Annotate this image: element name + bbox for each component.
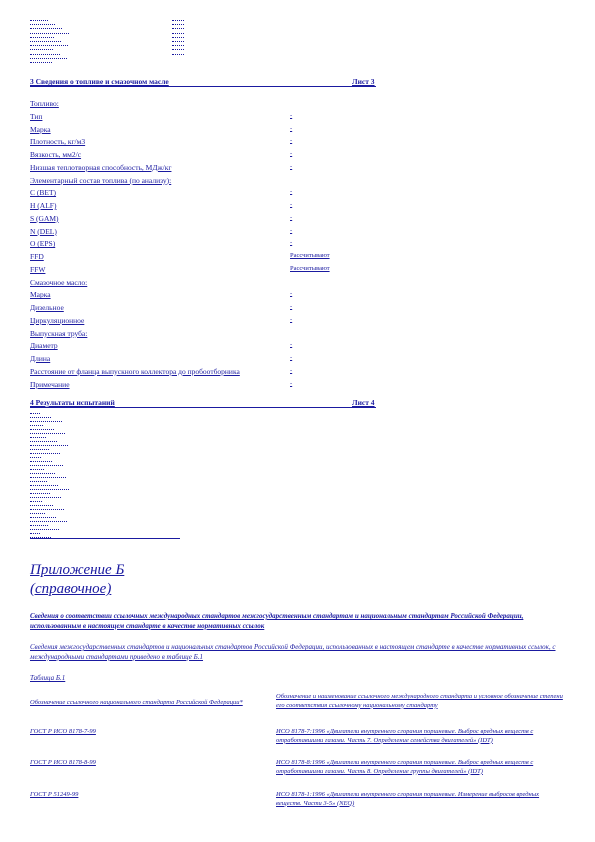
top-table-line bbox=[30, 54, 60, 55]
section3-row bbox=[30, 150, 410, 159]
section3-row bbox=[30, 239, 410, 248]
section3-row-value: - bbox=[290, 201, 293, 208]
top-table-mid-line bbox=[172, 24, 184, 25]
results-row-line bbox=[30, 529, 59, 530]
section3-row-label: FFD bbox=[30, 252, 44, 261]
section3-row-label: Н (ALF) bbox=[30, 201, 57, 210]
appendix-subtitle: (справочное) bbox=[30, 581, 112, 597]
section3-row-label: Марка bbox=[30, 124, 51, 134]
results-row-line bbox=[30, 433, 65, 434]
top-table-mid-line bbox=[172, 41, 184, 42]
section3-row bbox=[30, 303, 410, 312]
section3-row-label: Длина bbox=[30, 354, 51, 363]
results-row-line bbox=[30, 417, 51, 418]
section3-row-label: Смазочное масло: bbox=[30, 277, 88, 287]
section3-row-value: - bbox=[290, 303, 293, 310]
table-row-2-right: ИСО 8178-8:1996 «Двигатели внутреннего сгорания поршневые. Выброс вредных веществ с отработавшими газами. Часть 8. Определение группы двигателей» (IDT) bbox=[276, 759, 534, 775]
results-row-line bbox=[30, 453, 60, 454]
results-row-line bbox=[30, 425, 43, 426]
table-row-1-right: ИСО 8178-7:1996 «Двигатели внутреннего сгорания поршневые. Выброс вредных веществ с отработавшими газами. Часть 7. Определение семейства двигателей» (IDT) bbox=[276, 728, 534, 744]
top-table-line bbox=[30, 45, 68, 46]
top-table-mid-line bbox=[172, 54, 184, 55]
section3-row bbox=[30, 354, 410, 363]
section3-row-value: - bbox=[290, 290, 293, 298]
section3-row-label: O (EPS) bbox=[30, 239, 56, 249]
section3-row-label: Дизельное bbox=[30, 303, 64, 312]
appendix-heading: Сведения о соответствии ссылочных международных стандартов межгосударственным стандартам и национальным стандартам Российской Федерации, использованным в настоящем стандарте в качестве нормативных ссылок bbox=[30, 612, 524, 630]
section3-row-label: S (GAM) bbox=[30, 213, 59, 223]
section3-row-value: - bbox=[290, 239, 293, 247]
top-table-line bbox=[30, 58, 67, 59]
results-bottom-rule bbox=[30, 538, 180, 539]
appendix-title: Приложение Б bbox=[30, 562, 125, 578]
section3-row-value: - bbox=[290, 226, 293, 234]
results-row-line bbox=[30, 437, 46, 438]
top-table-mid-line bbox=[172, 37, 184, 38]
results-row-line bbox=[30, 517, 56, 518]
section3-row-value: - bbox=[290, 124, 293, 132]
section3-row-value: - bbox=[290, 150, 293, 157]
results-row-line bbox=[30, 493, 50, 494]
section3-title bbox=[30, 77, 169, 86]
top-table-mid-line bbox=[172, 49, 184, 50]
section3-row bbox=[30, 125, 410, 134]
section3-row-value: - bbox=[290, 188, 293, 196]
section3-row-label: Плотность, кг/м3 bbox=[30, 137, 86, 147]
results-row-line bbox=[30, 481, 47, 482]
section3-row bbox=[30, 380, 410, 389]
section3-row bbox=[30, 252, 410, 261]
section3-row-label: Диаметр bbox=[30, 341, 58, 351]
section3-row bbox=[30, 329, 410, 338]
results-row-line bbox=[30, 457, 41, 458]
section3-row bbox=[30, 163, 410, 172]
results-row-line bbox=[30, 449, 49, 450]
section3-row-value: - bbox=[290, 366, 293, 374]
top-table-line bbox=[30, 20, 48, 21]
top-table-line bbox=[30, 62, 52, 63]
section3-row bbox=[30, 316, 410, 325]
top-table-line bbox=[30, 49, 53, 50]
results-row-line bbox=[30, 501, 42, 502]
results-row-line bbox=[30, 525, 48, 526]
section3-row-value: Рассчитывают bbox=[290, 252, 330, 259]
top-table-mid-line bbox=[172, 20, 184, 21]
results-row-line bbox=[30, 497, 61, 498]
section3-row bbox=[30, 278, 410, 287]
section3-row bbox=[30, 188, 410, 197]
section3-row bbox=[30, 367, 410, 376]
section4-sheet: Лист 4 bbox=[352, 398, 375, 407]
section3-row-value: - bbox=[290, 162, 293, 170]
section3-row-label: Циркуляционное bbox=[30, 315, 85, 325]
results-row-line bbox=[30, 465, 63, 466]
section3-row-value: - bbox=[290, 341, 293, 349]
section3-row-label: Примечание bbox=[30, 379, 70, 389]
table-row-2-left: ГОСТ Р ИСО 8178-8-99 bbox=[30, 759, 96, 766]
section3-row-label: Вязкость, мм2/с bbox=[30, 150, 82, 159]
table-label: Таблица Б.1 bbox=[30, 674, 66, 682]
results-row-line bbox=[30, 461, 52, 462]
section3-row-label: N (DEL) bbox=[30, 226, 57, 236]
section4-rule bbox=[30, 407, 376, 408]
section3-row-label: Низшая теплотворная способность, МДж/кг bbox=[30, 162, 172, 172]
top-table-line bbox=[30, 41, 61, 42]
results-row-line bbox=[30, 505, 53, 506]
section3-sheet: Лист 3 bbox=[352, 77, 375, 86]
section3-row-label: Элементарный состав топлива (по анализу): bbox=[30, 175, 172, 185]
section3-row bbox=[30, 290, 410, 299]
top-table-line bbox=[30, 24, 55, 25]
table-row-1-left: ГОСТ Р ИСО 8178-7-99 bbox=[30, 728, 96, 735]
section3-row bbox=[30, 265, 410, 274]
table-row-3-right: ИСО 8178-1:1996 «Двигатели внутреннего сгорания поршневые. Измерение выбросов вредных веществ. Части 3-5» (NEQ) bbox=[276, 791, 540, 807]
section3-title-text: 3 Сведения о топливе и смазочном масле bbox=[30, 77, 169, 86]
results-row-line bbox=[30, 509, 64, 510]
section3-row bbox=[30, 99, 410, 108]
section3-row-label: FFW bbox=[30, 264, 46, 274]
results-row-line bbox=[30, 441, 57, 442]
results-row-line bbox=[30, 477, 66, 478]
results-row-line bbox=[30, 421, 62, 422]
section3-row bbox=[30, 201, 410, 210]
section3-row-label: Тип bbox=[30, 111, 43, 121]
results-row-line bbox=[30, 521, 67, 522]
section3-row bbox=[30, 137, 410, 146]
results-row-line bbox=[30, 473, 55, 474]
results-row-line bbox=[30, 469, 44, 470]
results-row-line bbox=[30, 429, 54, 430]
table-header-right: Обозначение и наименование ссылочного международного стандарта и условное обозначение степени его соответствия ссылочному национальному стандарту bbox=[276, 693, 563, 709]
section3-row-label: Выпускная труба: bbox=[30, 328, 88, 338]
section3-row-value: - bbox=[290, 137, 293, 145]
results-row-line bbox=[30, 413, 40, 414]
section3-row-value: - bbox=[290, 315, 293, 323]
table-row-3-left: ГОСТ Р 51249-99 bbox=[30, 791, 79, 798]
results-row-line bbox=[30, 445, 68, 446]
top-table-mid-line bbox=[172, 28, 184, 29]
section3-row-value: - bbox=[290, 379, 293, 387]
section3-row-label: Марка bbox=[30, 290, 51, 300]
section3-rule bbox=[30, 86, 376, 87]
section3-row-label: Расстояние от фланца выпускного коллектора до пробоотборника bbox=[30, 366, 240, 376]
table-header-left: Обозначение ссылочного национального стандарта Российской Федерации* bbox=[30, 699, 243, 706]
top-table-mid-line bbox=[172, 45, 184, 46]
results-row-line bbox=[30, 513, 45, 514]
section3-row-value: - bbox=[290, 213, 293, 221]
top-table-mid-line bbox=[172, 33, 184, 34]
section3-row bbox=[30, 176, 410, 185]
section3-row bbox=[30, 214, 410, 223]
section3-row bbox=[30, 227, 410, 236]
results-row-line bbox=[30, 489, 69, 490]
top-table-line bbox=[30, 33, 69, 34]
section3-row-label: С (BET) bbox=[30, 188, 57, 198]
section3-row bbox=[30, 112, 410, 121]
results-row-line bbox=[30, 485, 58, 486]
section3-row-value: - bbox=[290, 111, 293, 119]
appendix-paragraph: Сведения межгосударственных стандартов и национальных стандартов Российской Федерации, использованных в настоящем стандарте в качестве нормативных ссылок, с международными стандартами приведено в таблице Б.1 bbox=[30, 643, 556, 661]
top-table-line bbox=[30, 28, 62, 29]
section3-row bbox=[30, 341, 410, 350]
section3-row-label: Топливо: bbox=[30, 99, 59, 108]
section3-row-value: Рассчитывают bbox=[290, 264, 330, 272]
section3-row-value: - bbox=[290, 354, 293, 361]
results-row-line bbox=[30, 533, 40, 534]
top-table-line bbox=[30, 37, 54, 38]
section4-title: 4 Результаты испытаний bbox=[30, 398, 115, 407]
